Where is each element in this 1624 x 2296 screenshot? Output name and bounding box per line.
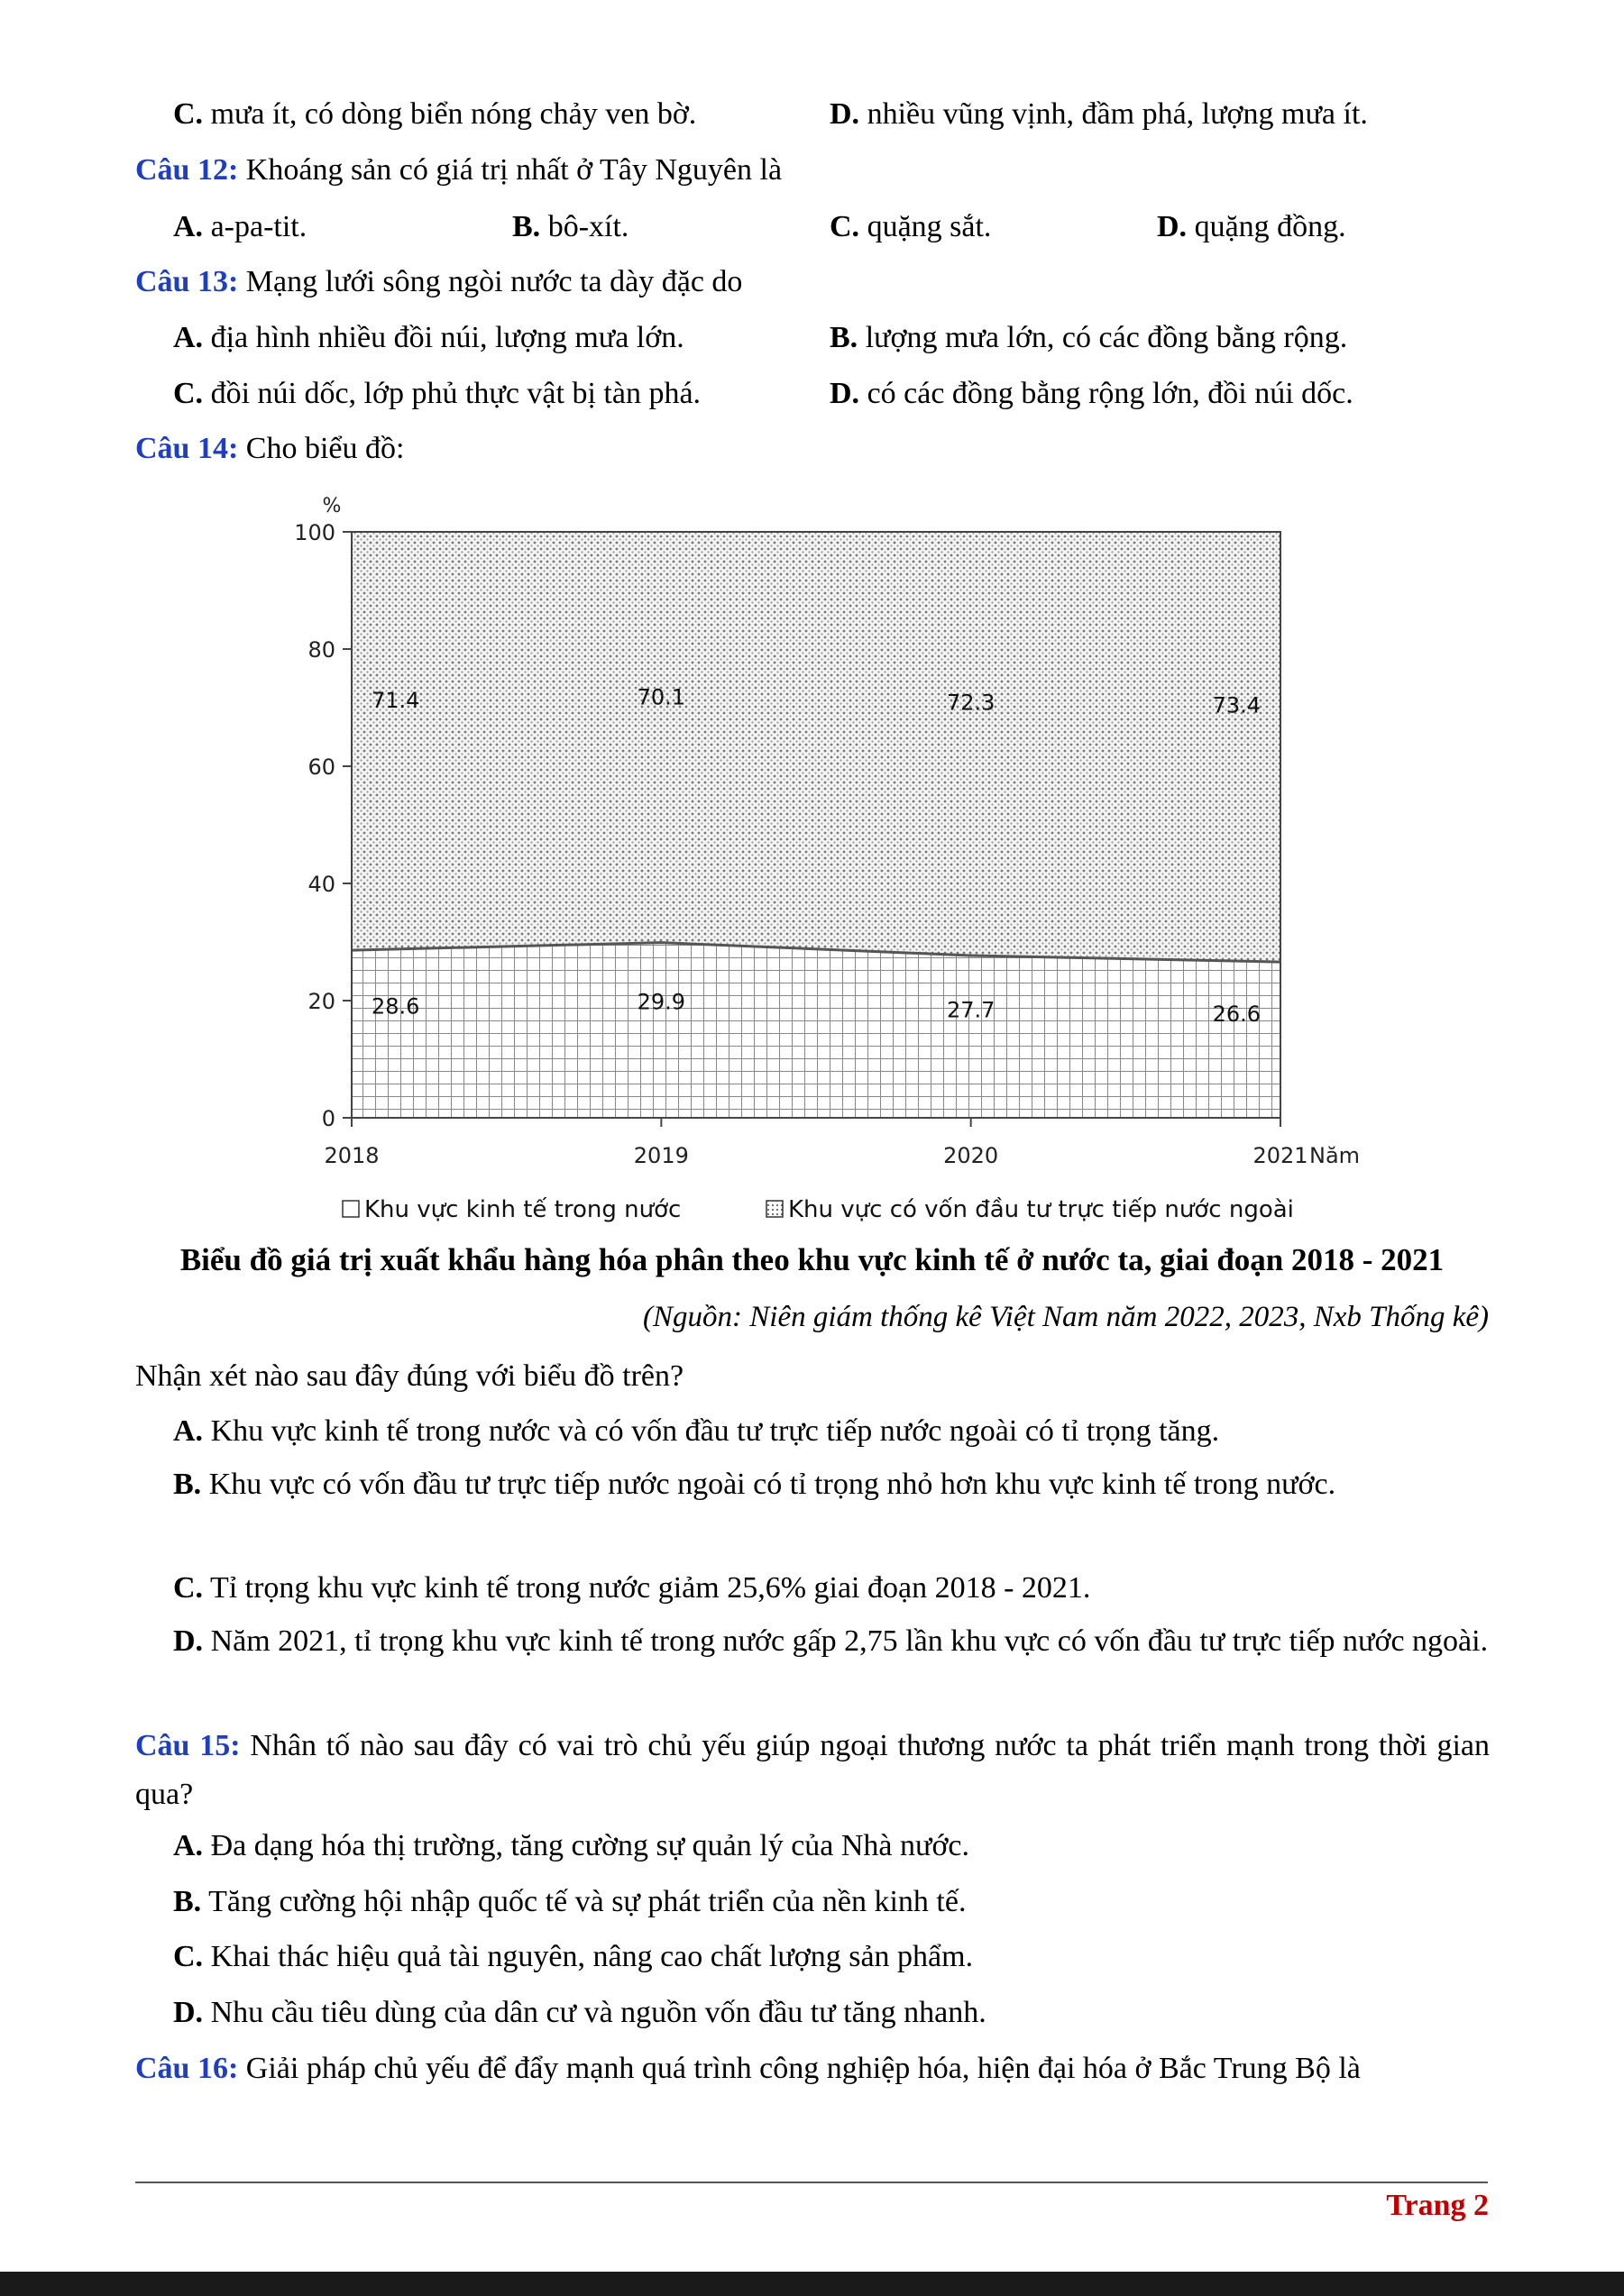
q13-stem [135, 263, 742, 301]
option-text: Khu vực có vốn đầu tư trực tiếp nước ngoài có tỉ trọng nhỏ hơn khu vực kinh tế trong nước. [208, 1468, 1336, 1501]
option-letter: C. [173, 97, 204, 131]
option-letter: B. [512, 210, 541, 243]
q14-question: Nhận xét nào sau đây đúng với biểu đồ trên? [135, 1359, 684, 1393]
option-text: Tỉ trọng khu vực kinh tế trong nước giảm 25,6% giai đoạn 2018 - 2021. [209, 1571, 1091, 1605]
question-label: Câu 13: [135, 265, 239, 298]
y-tick-label: 0 [321, 1106, 335, 1131]
q13-option-d[interactable] [830, 375, 1353, 413]
question-text: Khoáng sản có giá trị nhất ở Tây Nguyên là [245, 153, 783, 187]
data-label: 27.7 [946, 997, 996, 1023]
q13-option-c[interactable] [173, 375, 701, 413]
q15-option-d[interactable] [173, 1994, 986, 2032]
y-tick-label: 20 [307, 989, 335, 1014]
option-text: Đa dạng hóa thị trường, tăng cường sự quản lý của Nhà nước. [210, 1829, 970, 1862]
data-label: 26.6 [1212, 1001, 1261, 1027]
chart-source: (Nguồn: Niên giám thống kê Việt Nam năm 2022, 2023, Nxb Thống kê) [643, 1301, 1489, 1333]
option-text: Nhu cầu tiêu dùng của dân cư và nguồn vốn đầu tư tăng nhanh. [210, 1996, 986, 2029]
data-label: 73.4 [1212, 692, 1261, 718]
option-letter: B. [173, 1468, 202, 1501]
option-text: Khu vực kinh tế trong nước và có vốn đầu tư trực tiếp nước ngoài có tỉ trọng tăng. [210, 1414, 1220, 1448]
option-text: Tăng cường hội nhập quốc tế và sự phát triển của nền kinh tế. [208, 1885, 967, 1918]
stacked-area-chart [261, 478, 1398, 1226]
option-letter: D. [173, 1624, 204, 1658]
option-text: a-pa-tit. [210, 210, 307, 243]
option-text: quặng sắt. [867, 210, 992, 243]
option-letter: D. [830, 377, 860, 410]
question-text: Giải pháp chủ yếu để đẩy mạnh quá trình công nghiệp hóa, hiện đại hóa ở Bắc Trung Bộ là [245, 2052, 1361, 2085]
option-letter: C. [173, 1940, 204, 1973]
q15-option-c[interactable] [173, 1938, 973, 1976]
option-text: nhiều vũng vịnh, đầm phá, lượng mưa ít. [867, 97, 1368, 131]
q13-option-a[interactable] [173, 319, 684, 357]
option-text: mưa ít, có dòng biển nóng chảy ven bờ. [210, 97, 697, 131]
x-tick-label: 2018 [324, 1143, 380, 1168]
option-letter: B. [173, 1885, 202, 1918]
y-tick-label: 80 [307, 637, 335, 663]
question-text: Cho biểu đồ: [245, 432, 405, 465]
option-letter: A. [173, 1414, 204, 1448]
data-label: 29.9 [637, 989, 686, 1015]
legend-label-foreign: Khu vực có vốn đầu tư trực tiếp nước ngoài [788, 1196, 1294, 1223]
option-text: Năm 2021, tỉ trọng khu vực kinh tế trong nước gấp 2,75 lần khu vực có vốn đầu tư trực tiếp nước ngoài. [210, 1624, 1489, 1658]
q16-stem [135, 2044, 1490, 2093]
legend [343, 1196, 1294, 1223]
q12-option-d[interactable] [1157, 208, 1346, 246]
legend-label-domestic: Khu vực kinh tế trong nước [364, 1196, 682, 1223]
option-text: quặng đồng. [1194, 210, 1346, 243]
x-axis-label: Năm [1309, 1143, 1361, 1168]
question-label: Câu 16: [135, 2052, 239, 2085]
y-tick-label: 60 [307, 755, 335, 780]
y-axis-label: % [322, 495, 342, 517]
y-tick-label: 40 [307, 872, 335, 897]
option-letter: A. [173, 321, 204, 354]
option-text: có các đồng bằng rộng lớn, đồi núi dốc. [867, 377, 1353, 410]
data-label: 72.3 [946, 690, 996, 716]
question-label: Câu 12: [135, 153, 239, 187]
q14-option-c[interactable] [173, 1569, 1090, 1607]
option-letter: D. [173, 1996, 204, 2029]
option-letter: C. [173, 1571, 204, 1605]
data-label: 71.4 [372, 687, 420, 713]
q11-option-c[interactable] [173, 96, 696, 133]
export-share-chart [261, 478, 1398, 1226]
option-letter: D. [1157, 210, 1188, 243]
option-text: đồi núi dốc, lớp phủ thực vật bị tàn phá. [210, 377, 702, 410]
q14-option-a[interactable] [173, 1413, 1219, 1450]
question-text: Nhân tố nào sau đây có vai trò chủ yếu giúp ngoại thương nước ta phát triển mạnh trong thời gian qua? [135, 1729, 1491, 1811]
q13-option-b[interactable] [830, 319, 1347, 357]
question-text: Mạng lưới sông ngòi nước ta dày đặc do [245, 265, 743, 298]
q12-option-b[interactable] [512, 208, 628, 246]
option-letter: C. [830, 210, 860, 243]
option-text: địa hình nhiều đồi núi, lượng mưa lớn. [210, 321, 684, 354]
x-tick-label: 2019 [633, 1143, 689, 1168]
q15-option-b[interactable] [173, 1883, 966, 1921]
q14-option-b[interactable] [173, 1460, 1490, 1509]
option-letter: C. [173, 377, 204, 410]
option-letter: D. [830, 97, 860, 131]
question-label: Câu 15: [135, 1729, 241, 1762]
q12-stem [135, 151, 782, 189]
data-label: 28.6 [372, 993, 420, 1020]
q14-stem [135, 430, 404, 468]
data-label: 70.1 [637, 684, 686, 710]
x-tick-label: 2021 [1252, 1143, 1308, 1168]
option-text: lượng mưa lớn, có các đồng bằng rộng. [865, 321, 1348, 354]
q15-option-a[interactable] [173, 1827, 969, 1865]
legend-swatch-domestic [343, 1201, 359, 1217]
area-domestic [352, 943, 1280, 1118]
question-label: Câu 14: [135, 432, 239, 465]
chart-caption: Biểu đồ giá trị xuất khẩu hàng hóa phân theo khu vực kinh tế ở nước ta, giai đoạn 2018 - 2021 [179, 1242, 1445, 1277]
x-tick-label: 2020 [943, 1143, 999, 1168]
q12-option-a[interactable] [173, 208, 307, 246]
area-foreign-investment [352, 532, 1280, 962]
footer-divider [135, 2182, 1488, 2183]
y-tick-label: 100 [294, 520, 335, 545]
q12-option-c[interactable] [830, 208, 991, 246]
option-text: Khai thác hiệu quả tài nguyên, nâng cao chất lượng sản phẩm. [210, 1940, 974, 1973]
plot-area [352, 532, 1280, 1118]
legend-swatch-foreign [766, 1201, 783, 1217]
option-text: bô-xít. [547, 210, 629, 243]
option-letter: A. [173, 210, 204, 243]
option-letter: A. [173, 1829, 204, 1862]
q11-option-d[interactable] [830, 96, 1368, 133]
q14-option-d[interactable] [173, 1617, 1490, 1666]
option-letter: B. [830, 321, 858, 354]
bottom-bar [0, 2272, 1624, 2296]
page-number: Trang 2 [1386, 2189, 1489, 2222]
q15-stem [135, 1722, 1490, 1819]
